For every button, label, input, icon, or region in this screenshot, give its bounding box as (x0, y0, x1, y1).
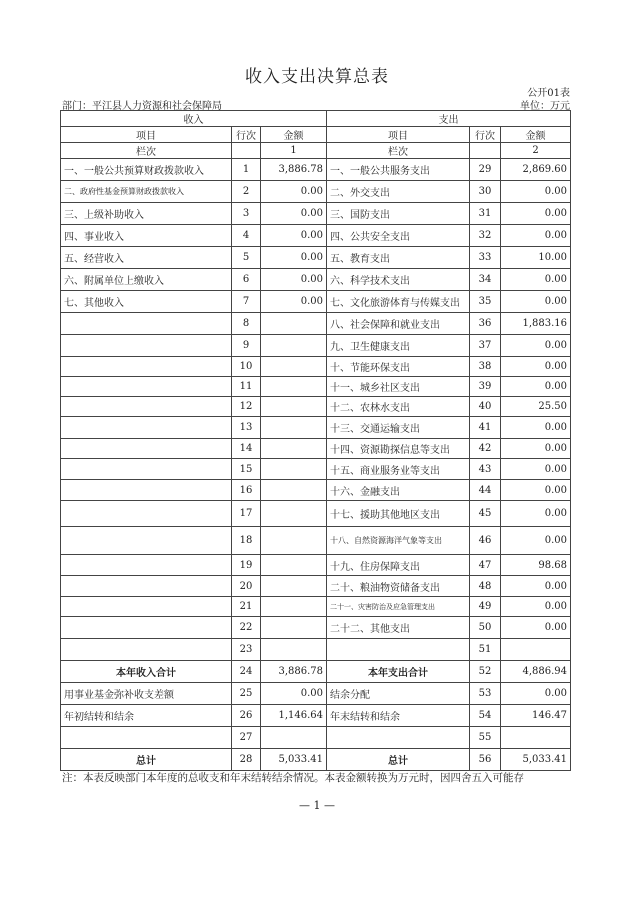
expense-item-cell: 八、社会保障和就业支出 (327, 313, 470, 335)
income-line-cell: 16 (232, 480, 261, 501)
income-item-cell (61, 527, 232, 555)
income-item-cell (61, 727, 232, 749)
table-row (61, 247, 571, 269)
income-column-line-blank (232, 143, 261, 159)
expense-line-cell: 37 (470, 335, 501, 357)
expense-column-line-blank (470, 143, 501, 159)
expense-item-cell (327, 727, 470, 749)
income-item-cell: 四、事业收入 (61, 225, 232, 247)
income-line-cell: 22 (232, 617, 261, 639)
expense-item-cell: 五、教育支出 (327, 247, 470, 269)
expense-amount-cell: 0.00 (501, 377, 571, 397)
income-amount-cell (261, 501, 327, 527)
income-line-cell: 8 (232, 313, 261, 335)
table-row (61, 480, 571, 501)
expense-amount-cell: 0.00 (501, 335, 571, 357)
income-line-cell: 18 (232, 527, 261, 555)
income-line-cell: 15 (232, 459, 261, 480)
expense-amount-cell: 0.00 (501, 683, 571, 705)
expense-item-cell: 十一、城乡社区支出 (327, 377, 470, 397)
income-item-cell (61, 439, 232, 459)
table-row (61, 555, 571, 576)
income-line-cell: 28 (232, 749, 261, 771)
income-line-cell: 13 (232, 417, 261, 439)
income-amount-cell: 3,886.78 (261, 159, 327, 181)
footnote: 注：本表反映部门本年度的总收支和年末结转结余情况。本表金额转换为万元时，因四舍五入可能存 (62, 772, 524, 784)
expense-line-cell: 43 (470, 459, 501, 480)
expense-line-cell: 34 (470, 269, 501, 291)
income-item-cell: 用事业基金弥补收支差额 (61, 683, 232, 705)
income-amount-cell (261, 555, 327, 576)
expense-amount-cell: 0.00 (501, 269, 571, 291)
expense-line-cell: 48 (470, 576, 501, 597)
expense-line-cell: 47 (470, 555, 501, 576)
income-line-cell: 23 (232, 639, 261, 661)
expense-amount-cell: 5,033.41 (501, 749, 571, 771)
income-line-cell: 3 (232, 203, 261, 225)
income-line-cell: 5 (232, 247, 261, 269)
header-row-column-index (61, 143, 571, 159)
expense-item-cell: 三、国防支出 (327, 203, 470, 225)
income-amount-cell: 0.00 (261, 225, 327, 247)
expense-amount-cell: 0.00 (501, 597, 571, 617)
income-amount-cell (261, 313, 327, 335)
expense-line-cell: 44 (470, 480, 501, 501)
income-amount-cell (261, 357, 327, 377)
unit-label: 单位：万元 (520, 101, 570, 112)
expense-amount-cell: 4,886.94 (501, 661, 571, 683)
expense-amount-cell (501, 727, 571, 749)
expense-amount-cell: 0.00 (501, 225, 571, 247)
income-amount-cell (261, 480, 327, 501)
table-row (61, 335, 571, 357)
expense-line-cell: 49 (470, 597, 501, 617)
income-amount-cell (261, 439, 327, 459)
table-row (61, 269, 571, 291)
expense-amount-cell: 25.50 (501, 397, 571, 417)
income-amount-cell (261, 639, 327, 661)
income-item-cell (61, 501, 232, 527)
expense-item-cell: 一、一般公共服务支出 (327, 159, 470, 181)
income-amount-cell: 0.00 (261, 203, 327, 225)
expense-item-cell: 十二、农林水支出 (327, 397, 470, 417)
table-row (61, 727, 571, 749)
table-row (61, 181, 571, 203)
table-row (61, 527, 571, 555)
expense-item-cell: 结余分配 (327, 683, 470, 705)
income-column-label: 栏次 (61, 143, 232, 159)
income-item-cell (61, 397, 232, 417)
table-row (61, 661, 571, 683)
expense-amount-cell: 0.00 (501, 480, 571, 501)
expense-amount-cell: 0.00 (501, 617, 571, 639)
expense-line-cell: 56 (470, 749, 501, 771)
expense-item-cell: 十三、交通运输支出 (327, 417, 470, 439)
income-item-cell (61, 576, 232, 597)
expense-item-cell: 十四、资源勘探信息等支出 (327, 439, 470, 459)
expense-line-cell: 31 (470, 203, 501, 225)
header-row-section (61, 111, 571, 127)
income-amount-cell (261, 617, 327, 639)
income-amount-cell: 3,886.78 (261, 661, 327, 683)
department-label: 部门：平江县人力资源和社会保障局 (62, 101, 222, 112)
income-item-cell (61, 377, 232, 397)
table-row (61, 639, 571, 661)
income-line-cell: 2 (232, 181, 261, 203)
expense-item-cell: 十六、金融支出 (327, 480, 470, 501)
expense-item-cell: 十八、自然资源海洋气象等支出 (327, 527, 470, 555)
expense-amount-cell: 146.47 (501, 705, 571, 727)
income-line-cell: 6 (232, 269, 261, 291)
table-row (61, 357, 571, 377)
expense-line-cell: 29 (470, 159, 501, 181)
income-amount-cell (261, 576, 327, 597)
expense-line-cell: 40 (470, 397, 501, 417)
income-item-cell (61, 357, 232, 377)
expense-amount-cell: 0.00 (501, 417, 571, 439)
expense-amount-cell: 0.00 (501, 501, 571, 527)
income-line-cell: 9 (232, 335, 261, 357)
income-section-header: 收入 (61, 111, 327, 127)
income-amount-cell: 0.00 (261, 247, 327, 269)
page-number: — 1 — (299, 799, 335, 812)
expense-amount-cell: 0.00 (501, 357, 571, 377)
income-line-cell: 4 (232, 225, 261, 247)
table-row (61, 501, 571, 527)
table-row (61, 576, 571, 597)
expense-line-cell: 50 (470, 617, 501, 639)
expense-line-cell: 55 (470, 727, 501, 749)
income-item-cell (61, 639, 232, 661)
income-item-cell (61, 597, 232, 617)
income-amount-cell (261, 527, 327, 555)
expense-column-index: 2 (501, 143, 571, 159)
expense-item-cell: 二十二、其他支出 (327, 617, 470, 639)
income-amount-cell: 5,033.41 (261, 749, 327, 771)
income-amount-cell: 0.00 (261, 269, 327, 291)
expense-amount-cell: 0.00 (501, 203, 571, 225)
expense-item-cell: 九、卫生健康支出 (327, 335, 470, 357)
table-row (61, 459, 571, 480)
expense-item-cell: 本年支出合计 (327, 661, 470, 683)
table-row (61, 417, 571, 439)
expense-amount-cell: 0.00 (501, 527, 571, 555)
income-amount-cell (261, 377, 327, 397)
expense-line-header: 行次 (470, 127, 501, 143)
table-row (61, 705, 571, 727)
expense-item-cell: 年末结转和结余 (327, 705, 470, 727)
expense-item-cell: 十五、商业服务业等支出 (327, 459, 470, 480)
income-amount-cell: 1,146.64 (261, 705, 327, 727)
expense-amount-header: 金额 (501, 127, 571, 143)
header-row-columns (61, 127, 571, 143)
table-row (61, 683, 571, 705)
income-item-cell: 七、其他收入 (61, 291, 232, 313)
income-line-cell: 27 (232, 727, 261, 749)
expense-amount-cell: 98.68 (501, 555, 571, 576)
income-item-cell: 六、附属单位上缴收入 (61, 269, 232, 291)
expense-line-cell: 32 (470, 225, 501, 247)
income-amount-cell: 0.00 (261, 683, 327, 705)
form-number: 公开01表 (527, 88, 570, 99)
expense-item-cell: 十、节能环保支出 (327, 357, 470, 377)
expense-column-label: 栏次 (327, 143, 470, 159)
income-item-cell: 二、政府性基金预算财政拨款收入 (61, 181, 232, 203)
income-line-cell: 21 (232, 597, 261, 617)
table-row (61, 377, 571, 397)
income-item-cell (61, 480, 232, 501)
income-line-cell: 24 (232, 661, 261, 683)
expense-amount-cell: 1,883.16 (501, 313, 571, 335)
income-amount-header: 金额 (261, 127, 327, 143)
expense-item-cell: 二十一、灾害防治及应急管理支出 (327, 597, 470, 617)
expense-amount-cell: 0.00 (501, 181, 571, 203)
table-row (61, 291, 571, 313)
income-column-index: 1 (261, 143, 327, 159)
income-item-cell (61, 459, 232, 480)
income-line-cell: 11 (232, 377, 261, 397)
income-line-cell: 26 (232, 705, 261, 727)
table-row (61, 597, 571, 617)
expense-line-cell: 42 (470, 439, 501, 459)
income-amount-cell (261, 727, 327, 749)
table-row (61, 439, 571, 459)
income-item-cell: 总计 (61, 749, 232, 771)
expense-line-cell: 35 (470, 291, 501, 313)
expense-line-cell: 45 (470, 501, 501, 527)
income-amount-cell: 0.00 (261, 291, 327, 313)
expense-item-cell: 十七、援助其他地区支出 (327, 501, 470, 527)
income-line-cell: 25 (232, 683, 261, 705)
income-line-cell: 10 (232, 357, 261, 377)
expense-line-cell: 33 (470, 247, 501, 269)
expense-amount-cell: 0.00 (501, 291, 571, 313)
income-line-cell: 1 (232, 159, 261, 181)
income-line-header: 行次 (232, 127, 261, 143)
expense-amount-cell: 0.00 (501, 576, 571, 597)
income-amount-cell (261, 335, 327, 357)
expense-line-cell: 51 (470, 639, 501, 661)
expense-section-header: 支出 (327, 111, 571, 127)
income-item-cell (61, 335, 232, 357)
table-row (61, 203, 571, 225)
income-amount-cell (261, 459, 327, 480)
expense-line-cell: 41 (470, 417, 501, 439)
expense-line-cell: 46 (470, 527, 501, 555)
income-item-cell: 年初结转和结余 (61, 705, 232, 727)
income-line-cell: 19 (232, 555, 261, 576)
income-amount-cell: 0.00 (261, 181, 327, 203)
expense-line-cell: 54 (470, 705, 501, 727)
income-item-cell (61, 417, 232, 439)
page-title: 收入支出决算总表 (245, 67, 389, 87)
table-row (61, 397, 571, 417)
income-item-cell: 本年收入合计 (61, 661, 232, 683)
income-item-cell (61, 555, 232, 576)
budget-table (60, 110, 571, 771)
income-item-cell: 五、经营收入 (61, 247, 232, 269)
expense-item-cell (327, 639, 470, 661)
income-line-cell: 14 (232, 439, 261, 459)
expense-amount-cell: 0.00 (501, 439, 571, 459)
income-line-cell: 7 (232, 291, 261, 313)
income-line-cell: 12 (232, 397, 261, 417)
table-row (61, 313, 571, 335)
expense-item-header: 项目 (327, 127, 470, 143)
expense-line-cell: 38 (470, 357, 501, 377)
expense-amount-cell: 2,869.60 (501, 159, 571, 181)
income-item-cell: 一、一般公共预算财政拨款收入 (61, 159, 232, 181)
expense-item-cell: 七、文化旅游体育与传媒支出 (327, 291, 470, 313)
expense-item-cell: 六、科学技术支出 (327, 269, 470, 291)
income-amount-cell (261, 417, 327, 439)
income-amount-cell (261, 597, 327, 617)
expense-item-cell: 十九、住房保障支出 (327, 555, 470, 576)
income-item-cell (61, 617, 232, 639)
expense-amount-cell: 0.00 (501, 459, 571, 480)
expense-line-cell: 36 (470, 313, 501, 335)
table-row (61, 749, 571, 771)
budget-table-body (61, 159, 571, 771)
table-row (61, 225, 571, 247)
expense-line-cell: 39 (470, 377, 501, 397)
expense-item-cell: 二、外交支出 (327, 181, 470, 203)
expense-amount-cell (501, 639, 571, 661)
income-line-cell: 20 (232, 576, 261, 597)
income-item-cell: 三、上级补助收入 (61, 203, 232, 225)
expense-item-cell: 四、公共安全支出 (327, 225, 470, 247)
table-row (61, 159, 571, 181)
expense-line-cell: 30 (470, 181, 501, 203)
expense-item-cell: 二十、粮油物资储备支出 (327, 576, 470, 597)
table-row (61, 617, 571, 639)
expense-amount-cell: 10.00 (501, 247, 571, 269)
income-line-cell: 17 (232, 501, 261, 527)
income-amount-cell (261, 397, 327, 417)
expense-line-cell: 52 (470, 661, 501, 683)
income-item-header: 项目 (61, 127, 232, 143)
income-item-cell (61, 313, 232, 335)
expense-item-cell: 总计 (327, 749, 470, 771)
expense-line-cell: 53 (470, 683, 501, 705)
